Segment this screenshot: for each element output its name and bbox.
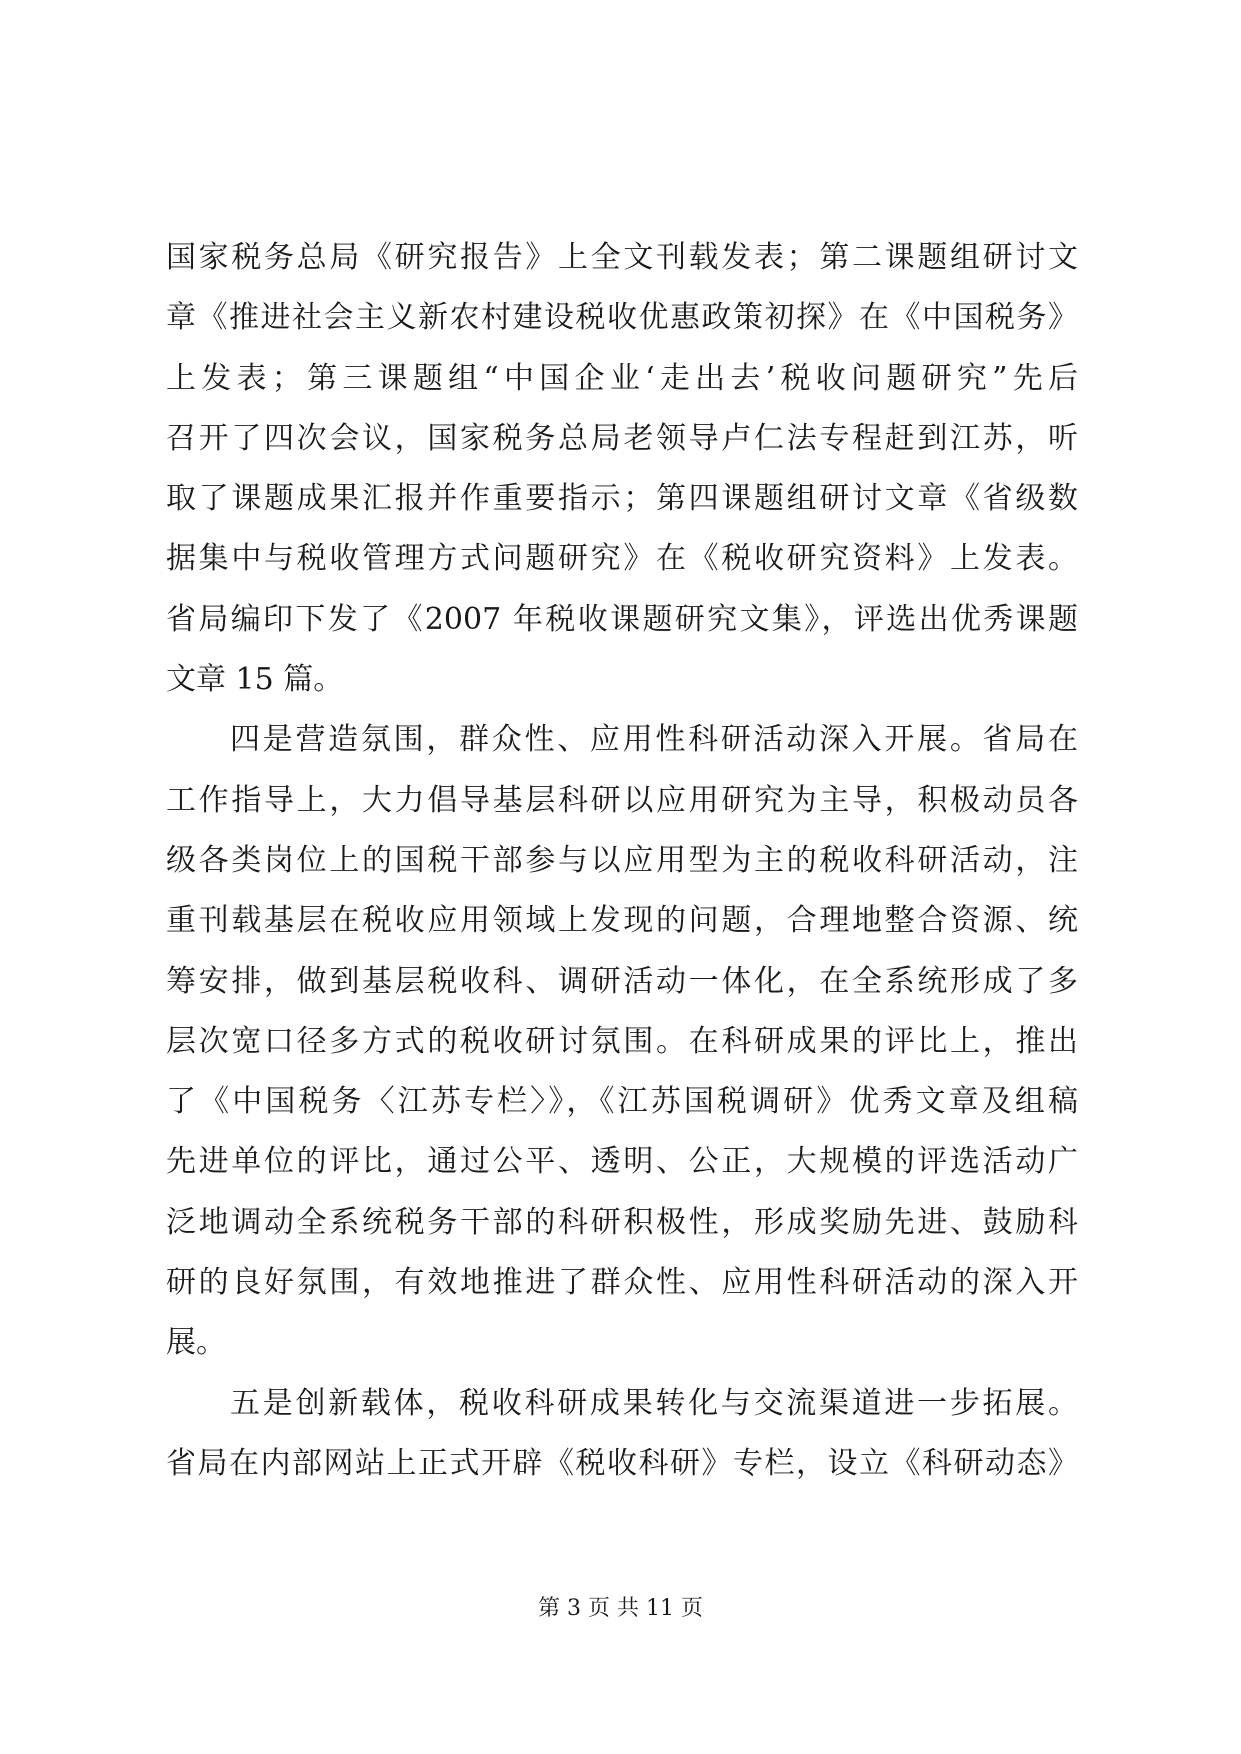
text-line: 取了课题成果汇报并作重要指示；第四课题组研讨文章《省级数 (166, 481, 1078, 517)
text-line: 先进单位的评比，通过公平、透明、公正，大规模的评选活动广 (166, 1144, 1078, 1180)
text-line: 层次宽口径多方式的税收研讨氛围。在科研成果的评比上，推出 (166, 1023, 1078, 1059)
body-text (166, 228, 1078, 1494)
text-line: 级各类岗位上的国税干部参与以应用型为主的税收科研活动，注 (166, 842, 1078, 878)
text-line: 省局编印下发了《2007 年税收课题研究文集》，评选出优秀课题 (166, 601, 1078, 637)
text-line: 四是营造氛围，群众性、应用性科研活动深入开展。省局在 (230, 722, 1078, 758)
page-footer (0, 1594, 1241, 1624)
paragraph-3 (166, 1374, 1078, 1495)
text-line: 章《推进社会主义新农村建设税收优惠政策初探》在《中国税务》 (166, 300, 1078, 336)
text-line: 文章 15 篇。 (166, 662, 344, 698)
text-line: 泛地调动全系统税务干部的科研积极性，形成奖励先进、鼓励科 (166, 1204, 1078, 1240)
text-line: 研的良好氛围，有效地推进了群众性、应用性科研活动的深入开 (166, 1265, 1078, 1301)
text-line: 五是创新载体，税收科研成果转化与交流渠道进一步拓展。 (230, 1385, 1078, 1421)
paragraph-2 (166, 710, 1078, 1373)
text-line: 工作指导上，大力倡导基层科研以应用研究为主导，积极动员各 (166, 782, 1078, 818)
text-line: 了《中国税务〈江苏专栏〉》，《江苏国税调研》优秀文章及组稿 (166, 1084, 1078, 1120)
page-number-label: 第 3 页 共 11 页 (538, 1596, 703, 1621)
text-line: 筹安排，做到基层税收科、调研活动一体化，在全系统形成了多 (166, 963, 1078, 999)
text-line: 召开了四次会议，国家税务总局老领导卢仁法专程赶到江苏，听 (166, 420, 1078, 456)
text-line: 国家税务总局《研究报告》上全文刊载发表；第二课题组研讨文 (166, 240, 1078, 275)
text-line: 省局在内部网站上正式开辟《税收科研》专栏，设立《科研动态》 (166, 1445, 1078, 1481)
text-line: 重刊载基层在税收应用领域上发现的问题，合理地整合资源、统 (166, 903, 1078, 939)
text-line: 展。 (166, 1325, 226, 1361)
text-line: 据集中与税收管理方式问题研究》在《税收研究资料》上发表。 (166, 541, 1078, 577)
text-line: 上发表；第三课题组“中国企业‘走出去’税收问题研究”先后 (166, 360, 1078, 396)
paragraph-1 (166, 228, 1078, 710)
